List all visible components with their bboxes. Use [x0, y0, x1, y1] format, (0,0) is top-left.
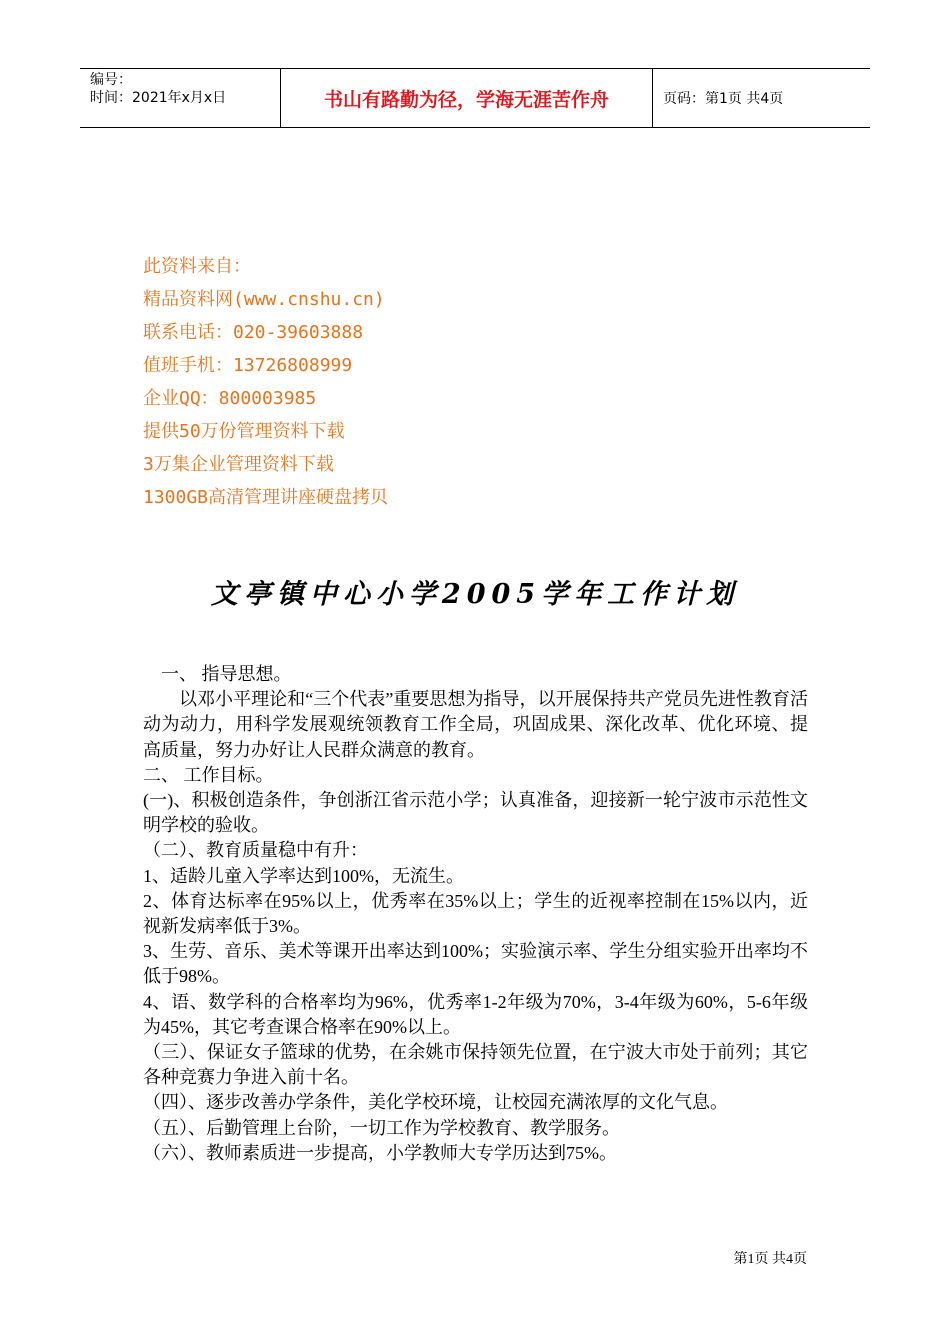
source-line: 企业QQ：800003985 [143, 388, 317, 409]
source-info-block [143, 250, 388, 514]
source-line: 1300GB高清管理讲座硬盘拷贝 [143, 487, 389, 508]
paragraph: （五）、后勤管理上台阶，一切工作为学校教育、教学服务。 [143, 1117, 620, 1138]
document-header [80, 68, 870, 128]
source-line: 提供50万份管理资料下载 [143, 421, 345, 442]
section-heading: 二、 工作目标。 [143, 764, 274, 785]
document-number-label: 编号： [90, 72, 132, 88]
source-line: 精品资料网(www.cnshu.cn) [143, 289, 385, 310]
paragraph: 4、语、数学科的合格率均为96%，优秀率1-2年级为70%，3-4年级为60%，5-6年级为45%，其它考查课合格率在90%以上。 [143, 991, 808, 1037]
header-page-info: 页码：第1页 共4页 [663, 91, 784, 107]
source-line: 3万集企业管理资料下载 [143, 454, 334, 475]
paragraph: （三）、保证女子篮球的优势，在余姚市保持领先位置，在宁波大市处于前列；其它各种竞赛力争进入前十名。 [143, 1042, 808, 1088]
page-footer: 第1页 共4页 [733, 1252, 807, 1267]
header-meta [80, 69, 281, 127]
paragraph: （二）、教育质量稳中有升： [143, 840, 368, 861]
paragraph: （六）、教师素质进一步提高，小学教师大专学历达到75%。 [143, 1142, 617, 1163]
document-time: 时间：2021年x月x日 [90, 90, 227, 106]
section-heading: 一、 指导思想。 [161, 664, 292, 684]
document-title: 文亭镇中心小学2005学年工作计划 [210, 579, 740, 610]
paragraph: （四）、逐步改善办学条件，美化学校环境，让校园充满浓厚的文化气息。 [143, 1092, 728, 1113]
paragraph: 2、体育达标率在95%以上，优秀率在35%以上；学生的近视率控制在15%以内，近视新发病率低于3%。 [143, 890, 808, 937]
paragraph: 以邓小平理论和“三个代表”重要思想为指导，以开展保持共产党员先进性教育活动为动力，用科学发展观统领教育工作全局，巩固成果、深化改革、优化环境、提高质量，努力办好让人民群众满意的教育。 [143, 689, 808, 760]
header-motto: 书山有路勤为径，学海无涯苦作舟 [281, 69, 653, 127]
paragraph: 1、适龄儿童入学率达到100%，无流生。 [143, 865, 464, 886]
source-line: 值班手机：13726808999 [143, 355, 353, 376]
source-line: 联系电话：020-39603888 [143, 322, 364, 343]
paragraph: 3、生劳、音乐、美术等课开出率达到100%；实验演示率、学生分组实验开出率均不低于98%。 [143, 941, 808, 987]
paragraph: (一)、积极创造条件，争创浙江省示范小学；认真准备，迎接新一轮宁波市示范性文明学校的验收。 [143, 790, 808, 836]
document-body [143, 662, 808, 1166]
source-line: 此资料来自： [143, 256, 251, 277]
